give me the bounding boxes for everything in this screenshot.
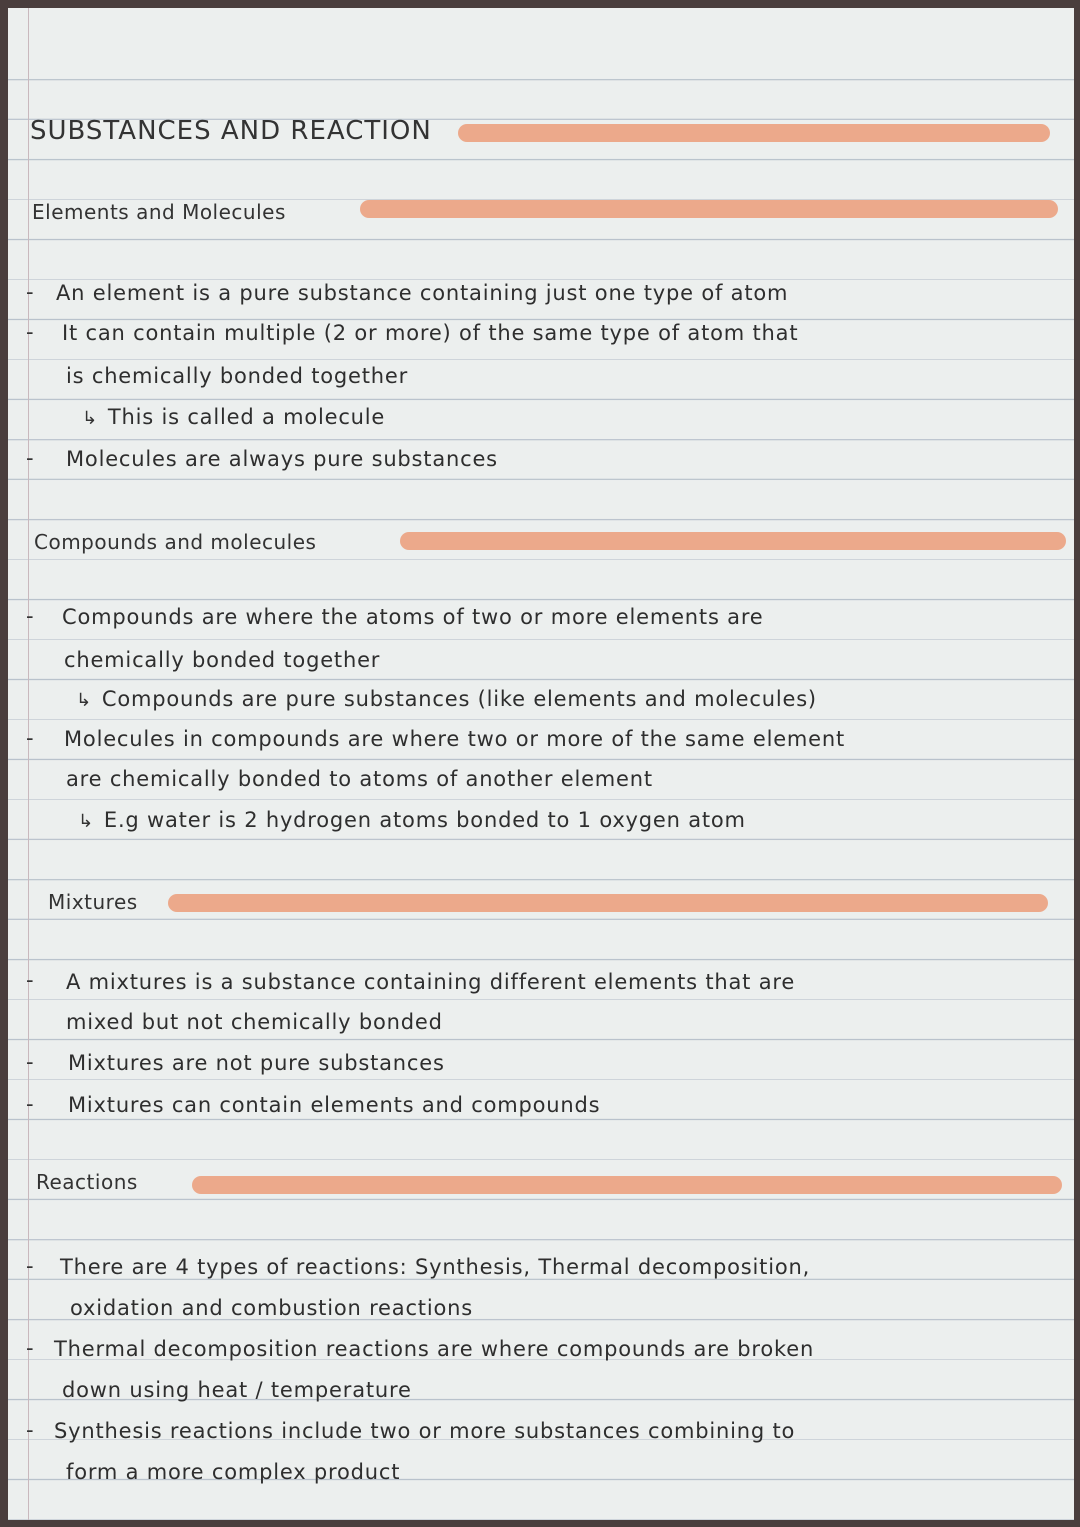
elements-arrow-note <box>82 405 385 429</box>
compounds-arrow-note-2 <box>78 808 746 832</box>
reactions-bullet-2-line-2: down using heat / temperature <box>62 1378 412 1402</box>
page-title: SUBSTANCES AND REACTION <box>30 116 432 146</box>
notebook-page <box>8 8 1074 1520</box>
elements-bullet-1: An element is a pure substance containing just one type of atom <box>56 281 789 305</box>
compounds-bullet-1-line-1: Compounds are where the atoms of two or more elements are <box>62 605 764 629</box>
mixtures-bullet-1-line-2: mixed but not chemically bonded <box>66 1010 443 1034</box>
bullet-dash: - <box>26 320 34 344</box>
compounds-arrow-text-2: E.g water is 2 hydrogen atoms bonded to 1 oxygen atom <box>103 808 746 832</box>
bullet-dash: - <box>26 604 34 628</box>
elements-bullet-3: Molecules are always pure substances <box>66 447 498 471</box>
bullet-dash: - <box>26 280 34 304</box>
elements-heading-row <box>8 190 1074 230</box>
elements-highlight <box>360 200 1058 218</box>
bullet-dash: - <box>26 1092 34 1116</box>
mixtures-bullet-1-line-1: A mixtures is a substance containing different elements that are <box>66 970 796 994</box>
compounds-highlight <box>400 532 1066 550</box>
reactions-heading: Reactions <box>36 1170 138 1194</box>
arrow-icon: ↳ <box>78 811 94 832</box>
bullet-dash: - <box>26 1050 34 1074</box>
elements-heading: Elements and Molecules <box>32 200 286 224</box>
bullet-dash: - <box>26 1254 34 1278</box>
compounds-bullet-2-line-1: Molecules in compounds are where two or more of the same element <box>64 727 846 751</box>
compounds-bullet-2-line-2: are chemically bonded to atoms of another element <box>66 767 653 791</box>
margin-line <box>28 8 29 1520</box>
compounds-arrow-note-1 <box>76 687 817 711</box>
reactions-bullet-1-line-1: There are 4 types of reactions: Synthesis, Thermal decomposition, <box>60 1255 811 1279</box>
mixtures-highlight <box>168 894 1048 912</box>
mixtures-bullet-2: Mixtures are not pure substances <box>68 1051 445 1075</box>
elements-bullet-2-line-1: It can contain multiple (2 or more) of the same type of atom that <box>62 321 799 345</box>
compounds-heading: Compounds and molecules <box>34 530 317 554</box>
title-highlight <box>458 124 1050 142</box>
reactions-bullet-3-line-2: form a more complex product <box>66 1460 401 1484</box>
arrow-icon: ↳ <box>82 408 98 429</box>
bullet-dash: - <box>26 1336 34 1360</box>
mixtures-bullet-3: Mixtures can contain elements and compounds <box>68 1093 601 1117</box>
bullet-dash: - <box>26 968 34 992</box>
mixtures-heading: Mixtures <box>48 890 138 914</box>
compounds-bullet-1-line-2: chemically bonded together <box>64 648 381 672</box>
mixtures-heading-row <box>8 880 1074 920</box>
reactions-bullet-2-line-1: Thermal decomposition reactions are where compounds are broken <box>54 1337 815 1361</box>
compounds-arrow-text-1: Compounds are pure substances (like elements and molecules) <box>101 687 817 711</box>
reactions-bullet-1-line-2: oxidation and combustion reactions <box>70 1296 473 1320</box>
elements-arrow-text: This is called a molecule <box>107 405 386 429</box>
reactions-heading-row <box>8 1160 1074 1200</box>
bullet-dash: - <box>26 1418 34 1442</box>
compounds-heading-row <box>8 520 1074 560</box>
reactions-highlight <box>192 1176 1062 1194</box>
bullet-dash: - <box>26 446 34 470</box>
bullet-dash: - <box>26 726 34 750</box>
title-row <box>8 112 1074 152</box>
elements-bullet-2-line-2: is chemically bonded together <box>66 364 409 388</box>
arrow-icon: ↳ <box>76 690 92 711</box>
reactions-bullet-3-line-1: Synthesis reactions include two or more substances combining to <box>54 1419 796 1443</box>
